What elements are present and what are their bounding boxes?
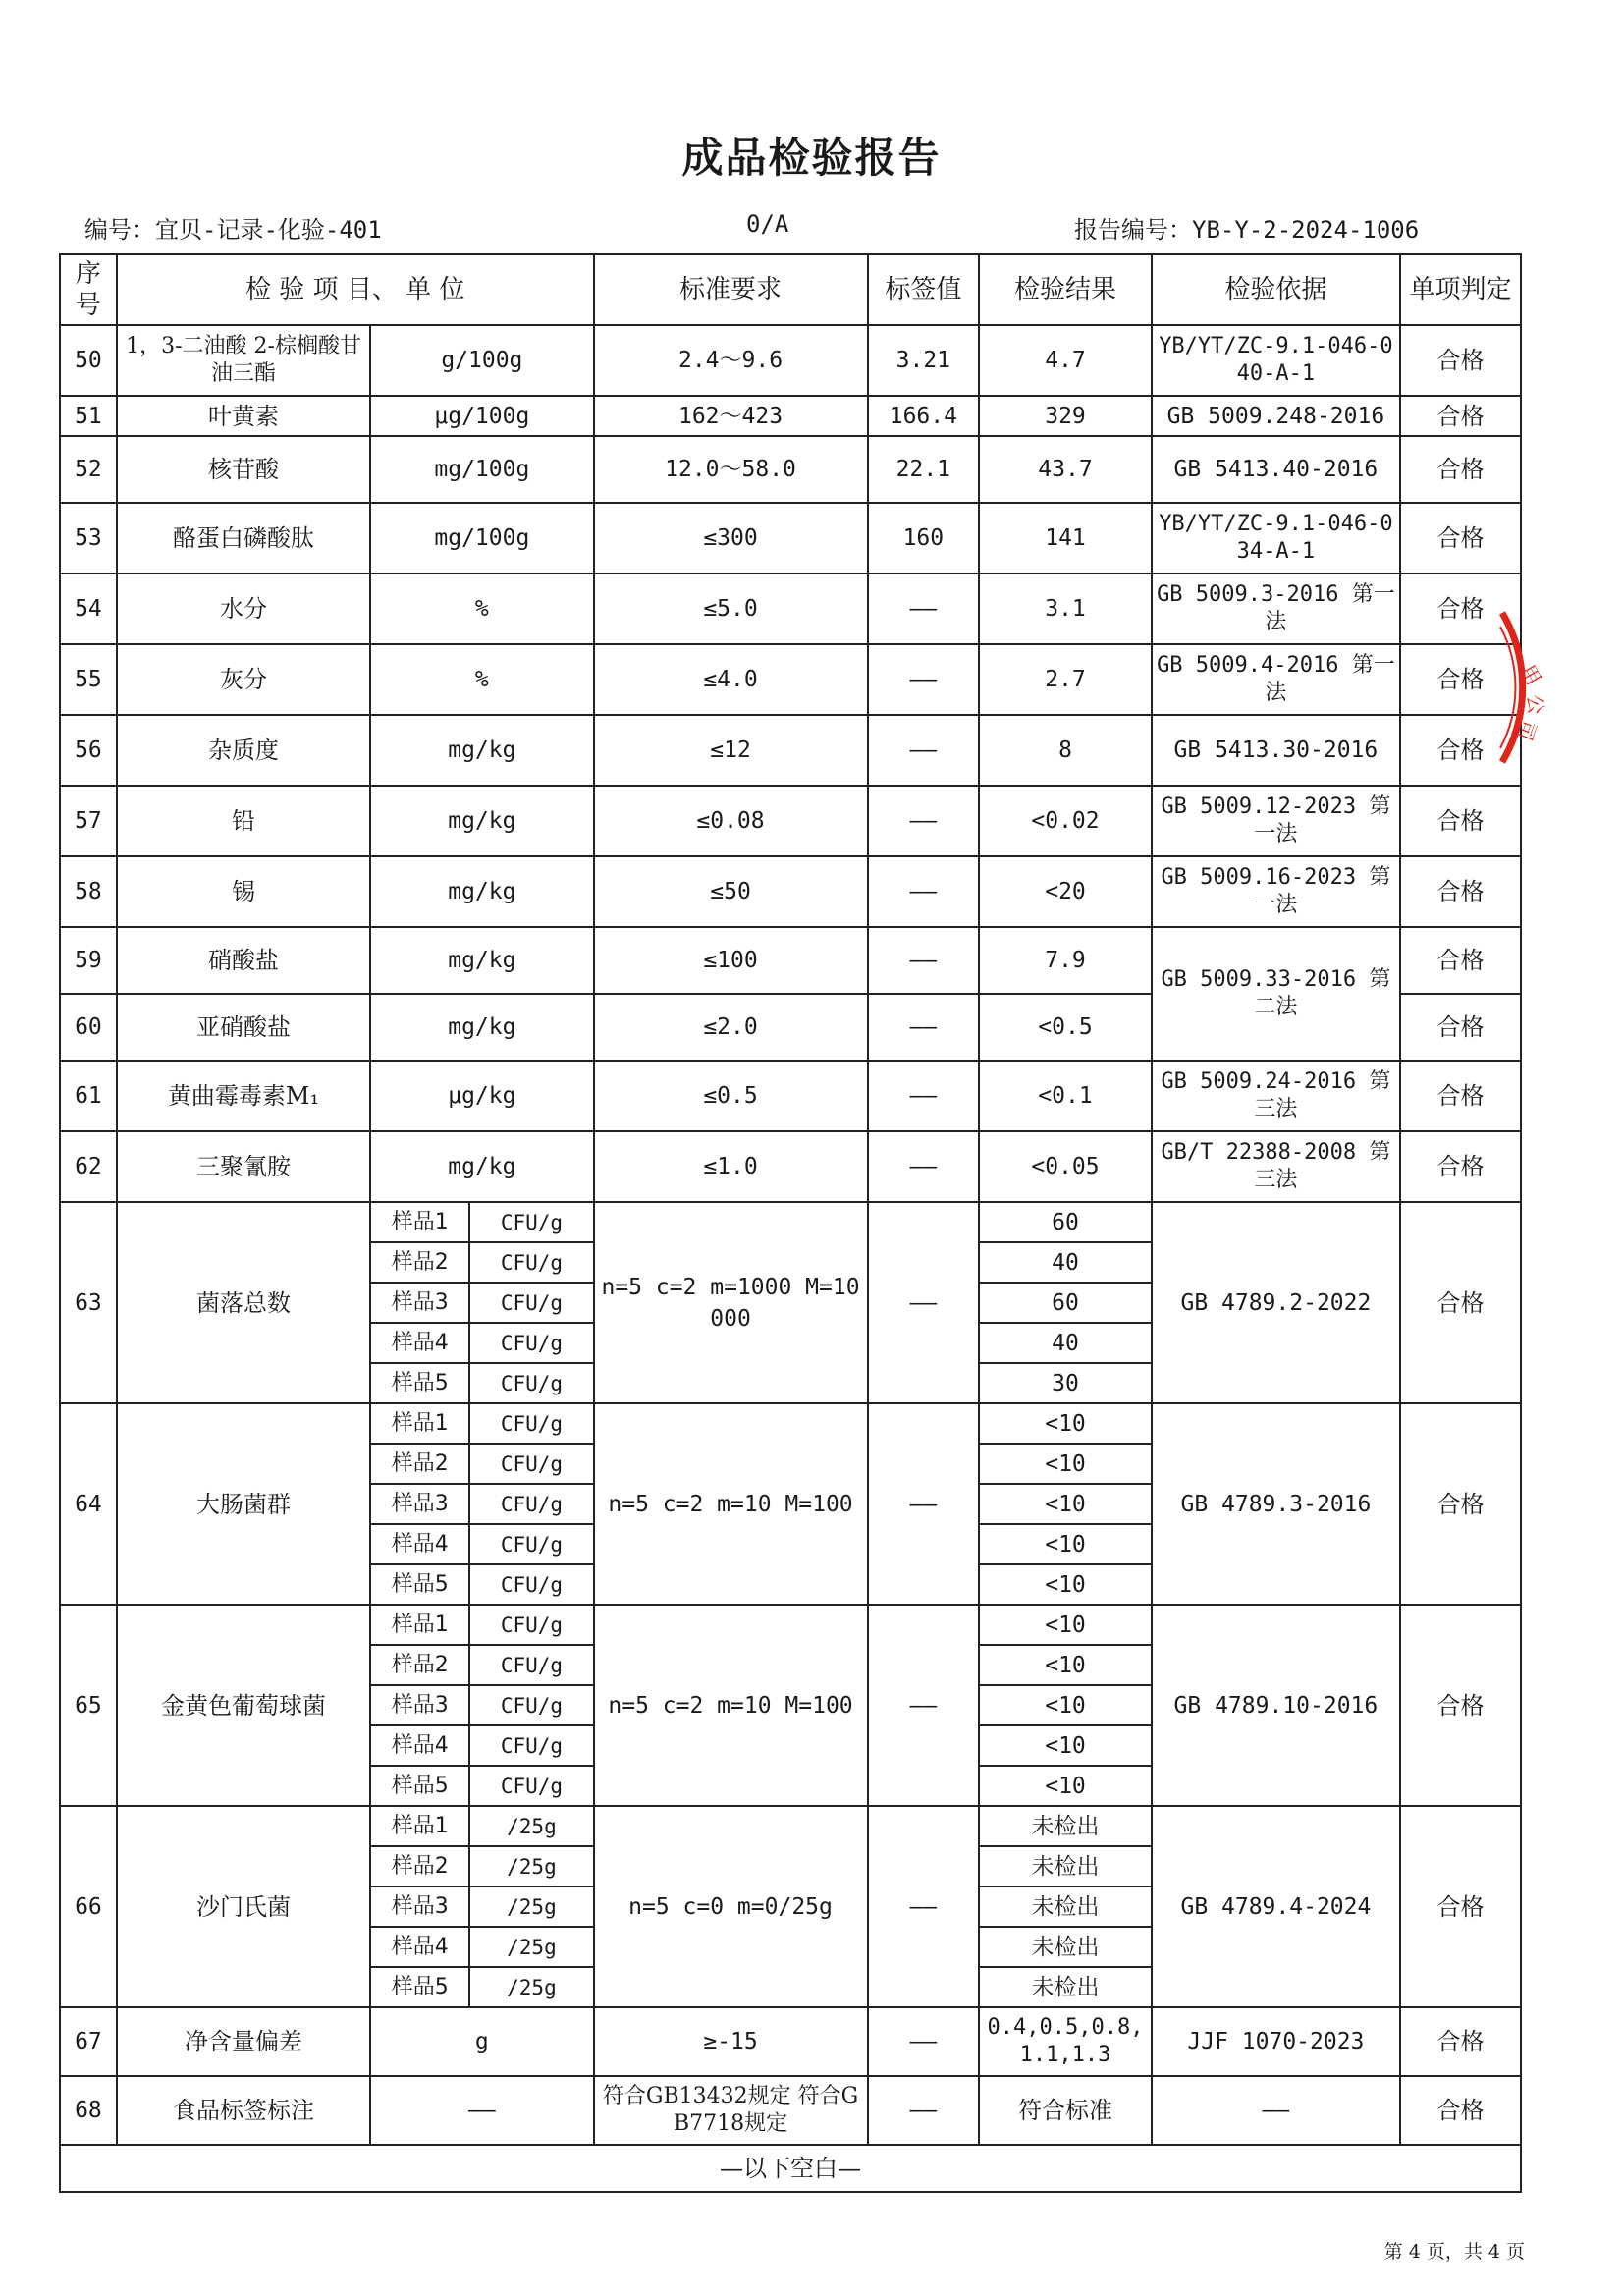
row-basis: GB 4789.10-2016	[1152, 1605, 1400, 1806]
sample-unit-cell	[370, 1685, 593, 1725]
sample-unit: CFU/g	[500, 1774, 564, 1798]
table-row	[60, 927, 1521, 994]
row-result: 符合标准	[979, 2076, 1152, 2145]
row-no: 59	[60, 927, 117, 994]
sample-unit: /25g	[507, 1814, 557, 1838]
row-verdict: 合格	[1400, 1061, 1521, 1131]
row-no: 53	[60, 503, 117, 574]
col-header-standard: 标准要求	[594, 254, 868, 325]
row-basis: GB 5009.12-2023 第一法	[1152, 786, 1400, 856]
version-number: 0/A	[746, 210, 789, 238]
row-result: 0.4,0.5,0.8,1.1,1.3	[979, 2007, 1152, 2076]
row-no: 55	[60, 644, 117, 715]
row-basis: GB/T 22388-2008 第三法	[1152, 1131, 1400, 1202]
sample-label: 样品1	[371, 1807, 470, 1845]
row-unit: mg/kg	[370, 927, 593, 994]
row-item: 灰分	[117, 644, 370, 715]
table-row	[60, 856, 1521, 927]
row-unit: ——	[370, 2076, 593, 2145]
svg-text:用: 用	[1515, 660, 1546, 689]
row-item: 硝酸盐	[117, 927, 370, 994]
sample-result: 40	[979, 1242, 1152, 1283]
micro-table-body	[60, 1202, 1521, 2007]
row-verdict: 合格	[1400, 325, 1521, 396]
row-item: 核苷酸	[117, 436, 370, 503]
row-basis: ——	[1152, 2076, 1400, 2145]
row-no: 60	[60, 994, 117, 1061]
sample-result: <10	[979, 1524, 1152, 1564]
row-standard: ≤0.08	[594, 786, 868, 856]
row-standard: ≤5.0	[594, 574, 868, 644]
row-unit: mg/kg	[370, 786, 593, 856]
row-basis: GB 5009.33-2016 第二法	[1152, 927, 1400, 1061]
row-no: 51	[60, 396, 117, 436]
row-label: ——	[868, 715, 980, 786]
row-standard: 符合GB13432规定 符合GB7718规定	[594, 2076, 868, 2145]
row-basis: GB 5009.24-2016 第三法	[1152, 1061, 1400, 1131]
row-verdict: 合格	[1400, 1202, 1521, 1403]
sample-unit-cell	[370, 1645, 593, 1685]
row-unit: μg/kg	[370, 1061, 593, 1131]
table-row	[60, 715, 1521, 786]
sample-unit: CFU/g	[500, 1572, 564, 1597]
row-label: ——	[868, 786, 980, 856]
row-result: <0.05	[979, 1131, 1152, 1202]
row-result: <0.1	[979, 1061, 1152, 1131]
sample-result: <10	[979, 1685, 1152, 1725]
row-verdict: 合格	[1400, 786, 1521, 856]
row-item: 酪蛋白磷酸肽	[117, 503, 370, 574]
row-no: 66	[60, 1806, 117, 2007]
sample-unit: CFU/g	[500, 1210, 564, 1234]
row-standard: ≤2.0	[594, 994, 868, 1061]
sample-unit-cell	[370, 1403, 593, 1444]
sample-unit: CFU/g	[500, 1411, 564, 1436]
table-row	[60, 503, 1521, 574]
row-standard: ≤4.0	[594, 644, 868, 715]
row-basis: GB 5009.16-2023 第一法	[1152, 856, 1400, 927]
row-no: 63	[60, 1202, 117, 1403]
table-row	[60, 1202, 1521, 1242]
row-item: 食品标签标注	[117, 2076, 370, 2145]
sample-result: 30	[979, 1363, 1152, 1403]
sample-unit-cell	[370, 1806, 593, 1846]
sample-unit: CFU/g	[500, 1613, 564, 1637]
tail-table-body	[60, 2007, 1521, 2192]
sample-unit-cell	[370, 1242, 593, 1283]
row-no: 68	[60, 2076, 117, 2145]
sample-unit: /25g	[507, 1975, 557, 1999]
row-item: 大肠菌群	[117, 1403, 370, 1605]
row-item: 黄曲霉毒素M₁	[117, 1061, 370, 1131]
table-row	[60, 574, 1521, 644]
sample-label: 样品5	[371, 1767, 470, 1805]
sample-result: <10	[979, 1725, 1152, 1766]
row-item: 菌落总数	[117, 1202, 370, 1403]
table-row	[60, 1806, 1521, 1846]
row-label: ——	[868, 1061, 980, 1131]
sample-unit: /25g	[507, 1935, 557, 1959]
inspection-table-container	[59, 253, 1522, 2193]
sample-label: 样品2	[371, 1847, 470, 1886]
row-label: ——	[868, 927, 980, 994]
table-row	[60, 2076, 1521, 2145]
col-header-no: 序号	[60, 254, 117, 325]
row-basis: JJF 1070-2023	[1152, 2007, 1400, 2076]
row-label: 166.4	[868, 396, 980, 436]
table-row	[60, 1061, 1521, 1131]
sample-result: 未检出	[979, 1967, 1152, 2007]
sample-unit-cell	[370, 1846, 593, 1886]
sample-result: 未检出	[979, 1806, 1152, 1846]
col-header-item: 检 验 项 目、 单 位	[117, 254, 594, 325]
row-unit: mg/kg	[370, 1131, 593, 1202]
row-label: ——	[868, 644, 980, 715]
table-row	[60, 1403, 1521, 1444]
row-unit: mg/kg	[370, 994, 593, 1061]
row-standard: ≤1.0	[594, 1131, 868, 1202]
row-item: 铅	[117, 786, 370, 856]
row-unit: μg/100g	[370, 396, 593, 436]
table-row	[60, 325, 1521, 396]
sample-result: <10	[979, 1403, 1152, 1444]
sample-label: 样品5	[371, 1968, 470, 2006]
row-result: 329	[979, 396, 1152, 436]
row-verdict: 合格	[1400, 1131, 1521, 1202]
table-row	[60, 436, 1521, 503]
record-number: 编号：宜贝-记录-化验-401	[84, 216, 382, 244]
sample-unit: CFU/g	[500, 1532, 564, 1557]
sample-unit-cell	[370, 1484, 593, 1524]
table-row	[60, 396, 1521, 436]
sample-unit: /25g	[507, 1854, 557, 1879]
sample-result: 未检出	[979, 1927, 1152, 1967]
row-unit: %	[370, 644, 593, 715]
official-seal-stamp	[1498, 609, 1587, 766]
row-result: <0.02	[979, 786, 1152, 856]
row-standard: 162～423	[594, 396, 868, 436]
row-basis: GB 5413.40-2016	[1152, 436, 1400, 503]
sample-unit: CFU/g	[500, 1733, 564, 1758]
row-basis: GB 5009.4-2016 第一法	[1152, 644, 1400, 715]
row-verdict: 合格	[1400, 927, 1521, 994]
row-basis: GB 5009.3-2016 第一法	[1152, 574, 1400, 644]
col-header-basis: 检验依据	[1152, 254, 1400, 325]
row-item: 1，3-二油酸 2-棕榈酸甘油三酯	[117, 325, 370, 396]
row-verdict: 合格	[1400, 1605, 1521, 1806]
sample-result: <10	[979, 1766, 1152, 1806]
sample-label: 样品4	[371, 1324, 470, 1362]
row-unit: mg/kg	[370, 856, 593, 927]
row-standard: n=5 c=2 m=10 M=100	[594, 1605, 868, 1806]
sample-unit-cell	[370, 1766, 593, 1806]
row-verdict: 合格	[1400, 994, 1521, 1061]
row-standard: ≤12	[594, 715, 868, 786]
table-row	[60, 1131, 1521, 1202]
row-item: 金黄色葡萄球菌	[117, 1605, 370, 1806]
sample-result: 60	[979, 1202, 1152, 1242]
sample-unit-cell	[370, 1524, 593, 1564]
row-no: 64	[60, 1403, 117, 1605]
sample-label: 样品4	[371, 1726, 470, 1765]
sample-label: 样品3	[371, 1485, 470, 1523]
report-title: 成品检验报告	[681, 134, 942, 182]
sample-result: <10	[979, 1564, 1152, 1605]
sample-unit-cell	[370, 1363, 593, 1403]
table-row	[60, 1605, 1521, 1645]
row-verdict: 合格	[1400, 503, 1521, 574]
sample-label: 样品3	[371, 1686, 470, 1724]
sample-unit-cell	[370, 1323, 593, 1363]
sample-unit-cell	[370, 1725, 593, 1766]
sample-label: 样品4	[371, 1928, 470, 1966]
col-header-label: 标签值	[868, 254, 980, 325]
row-standard: n=5 c=0 m=0/25g	[594, 1806, 868, 2007]
row-label: ——	[868, 574, 980, 644]
row-verdict: 合格	[1400, 436, 1521, 503]
sample-result: <10	[979, 1605, 1152, 1645]
sample-unit: CFU/g	[500, 1371, 564, 1395]
row-no: 54	[60, 574, 117, 644]
row-item: 沙门氏菌	[117, 1806, 370, 2007]
sample-result: <10	[979, 1444, 1152, 1484]
row-verdict: 合格	[1400, 574, 1521, 644]
row-item: 净含量偏差	[117, 2007, 370, 2076]
row-verdict: 合格	[1400, 644, 1521, 715]
row-item: 杂质度	[117, 715, 370, 786]
row-result: <20	[979, 856, 1152, 927]
sample-label: 样品5	[371, 1364, 470, 1402]
sample-unit: CFU/g	[500, 1250, 564, 1275]
row-label: ——	[868, 1131, 980, 1202]
row-item: 三聚氰胺	[117, 1131, 370, 1202]
row-no: 57	[60, 786, 117, 856]
row-unit: %	[370, 574, 593, 644]
sample-unit: CFU/g	[500, 1653, 564, 1677]
sample-label: 样品2	[371, 1445, 470, 1483]
row-basis: YB/YT/ZC-9.1-046-040-A-1	[1152, 325, 1400, 396]
row-label: ——	[868, 994, 980, 1061]
row-unit: g/100g	[370, 325, 593, 396]
sample-unit-cell	[370, 1927, 593, 1967]
row-unit: mg/100g	[370, 436, 593, 503]
sample-unit-cell	[370, 1444, 593, 1484]
svg-text:公: 公	[1523, 693, 1548, 716]
row-basis: GB 5009.248-2016	[1152, 396, 1400, 436]
row-standard: n=5 c=2 m=10 M=100	[594, 1403, 868, 1605]
row-basis: GB 4789.3-2016	[1152, 1403, 1400, 1605]
row-verdict: 合格	[1400, 1806, 1521, 2007]
sample-unit-cell	[370, 1967, 593, 2007]
row-standard: ≤0.5	[594, 1061, 868, 1131]
sample-unit-cell	[370, 1283, 593, 1323]
row-item: 亚硝酸盐	[117, 994, 370, 1061]
row-no: 62	[60, 1131, 117, 1202]
row-label: ——	[868, 2007, 980, 2076]
row-label: ——	[868, 856, 980, 927]
row-no: 58	[60, 856, 117, 927]
row-basis: GB 4789.2-2022	[1152, 1202, 1400, 1403]
row-label: ——	[868, 1403, 980, 1605]
sample-unit-cell	[370, 1886, 593, 1927]
table-footer-row	[60, 2145, 1521, 2192]
sample-unit-cell	[370, 1564, 593, 1605]
sample-unit-cell	[370, 1605, 593, 1645]
row-verdict: 合格	[1400, 2076, 1521, 2145]
row-standard: ≤100	[594, 927, 868, 994]
row-verdict: 合格	[1400, 1403, 1521, 1605]
row-result: 8	[979, 715, 1152, 786]
row-verdict: 合格	[1400, 2007, 1521, 2076]
sample-result: 未检出	[979, 1886, 1152, 1927]
row-standard: 2.4～9.6	[594, 325, 868, 396]
sample-unit: /25g	[507, 1894, 557, 1919]
sample-label: 样品1	[371, 1203, 470, 1241]
row-label: ——	[868, 1202, 980, 1403]
row-verdict: 合格	[1400, 396, 1521, 436]
row-no: 65	[60, 1605, 117, 1806]
row-result: 4.7	[979, 325, 1152, 396]
sample-unit: CFU/g	[500, 1451, 564, 1476]
row-no: 50	[60, 325, 117, 396]
row-unit: g	[370, 2007, 593, 2076]
sample-unit: CFU/g	[500, 1693, 564, 1718]
row-label: 22.1	[868, 436, 980, 503]
sample-result: 40	[979, 1323, 1152, 1363]
sample-unit: CFU/g	[500, 1492, 564, 1516]
row-no: 56	[60, 715, 117, 786]
row-standard: ≤50	[594, 856, 868, 927]
row-label: 160	[868, 503, 980, 574]
row-label: 3.21	[868, 325, 980, 396]
row-label: ——	[868, 1605, 980, 1806]
table-header-row	[60, 254, 1521, 325]
row-result: 7.9	[979, 927, 1152, 994]
inspection-table	[59, 253, 1522, 2193]
row-no: 61	[60, 1061, 117, 1131]
col-header-verdict: 单项判定	[1400, 254, 1521, 325]
sample-result: 60	[979, 1283, 1152, 1323]
col-header-result: 检验结果	[979, 254, 1152, 325]
sample-label: 样品3	[371, 1887, 470, 1926]
row-verdict: 合格	[1400, 715, 1521, 786]
row-basis: YB/YT/ZC-9.1-046-034-A-1	[1152, 503, 1400, 574]
row-result: 2.7	[979, 644, 1152, 715]
table-row	[60, 2007, 1521, 2076]
sample-result: <10	[979, 1484, 1152, 1524]
row-result: <0.5	[979, 994, 1152, 1061]
sample-label: 样品5	[371, 1565, 470, 1604]
sample-result: 未检出	[979, 1846, 1152, 1886]
row-verdict: 合格	[1400, 856, 1521, 927]
table-body	[60, 325, 1521, 1202]
row-label: ——	[868, 1806, 980, 2007]
page-number: 第 4 页，共 4 页	[1383, 2241, 1525, 2263]
row-standard: n=5 c=2 m=1000 M=10000	[594, 1202, 868, 1403]
sample-label: 样品3	[371, 1284, 470, 1322]
svg-text:司: 司	[1512, 717, 1542, 744]
sample-unit: CFU/g	[500, 1290, 564, 1315]
sample-result: <10	[979, 1645, 1152, 1685]
sample-label: 样品1	[371, 1404, 470, 1443]
row-item: 锡	[117, 856, 370, 927]
row-result: 141	[979, 503, 1152, 574]
row-unit: mg/100g	[370, 503, 593, 574]
row-standard: ≥-15	[594, 2007, 868, 2076]
row-no: 67	[60, 2007, 117, 2076]
sample-label: 样品4	[371, 1525, 470, 1563]
row-unit: mg/kg	[370, 715, 593, 786]
row-standard: ≤300	[594, 503, 868, 574]
table-row	[60, 644, 1521, 715]
row-no: 52	[60, 436, 117, 503]
row-standard: 12.0～58.0	[594, 436, 868, 503]
sample-label: 样品2	[371, 1243, 470, 1282]
blank-below-note: —以下空白—	[60, 2145, 1521, 2192]
sample-unit-cell	[370, 1202, 593, 1242]
row-basis: GB 4789.4-2024	[1152, 1806, 1400, 2007]
row-item: 叶黄素	[117, 396, 370, 436]
sample-unit: CFU/g	[500, 1331, 564, 1355]
row-item: 水分	[117, 574, 370, 644]
row-label: ——	[868, 2076, 980, 2145]
sample-label: 样品1	[371, 1606, 470, 1644]
row-result: 43.7	[979, 436, 1152, 503]
table-row	[60, 786, 1521, 856]
row-basis: GB 5413.30-2016	[1152, 715, 1400, 786]
row-result: 3.1	[979, 574, 1152, 644]
report-number: 报告编号：YB-Y-2-2024-1006	[1074, 216, 1420, 244]
sample-label: 样品2	[371, 1646, 470, 1684]
